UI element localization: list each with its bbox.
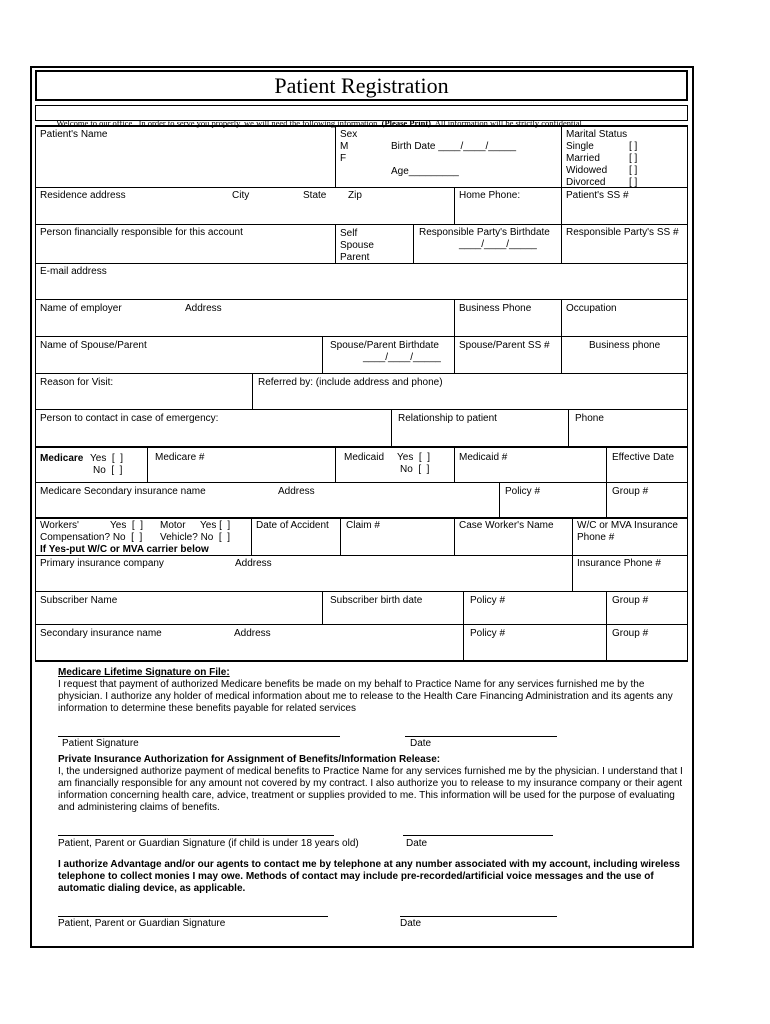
birth-date-field[interactable]: Birth Date ____/____/_____ [391,141,517,152]
divider [463,624,464,660]
divider [35,125,688,127]
divider [35,517,688,519]
medicare-date-label: Date [410,738,432,749]
divider [35,446,688,448]
zip-label: Zip [348,190,362,201]
medicare-secondary-label: Medicare Secondary insurance name [40,486,206,497]
divider [499,482,500,517]
primary-insurance-label: Primary insurance company [40,558,164,569]
checkbox-married[interactable]: [ ] [629,153,638,164]
private-insurance-heading: Private Insurance Authorization for Assignment of Benefits/Information Release: [58,754,441,765]
divider [572,517,573,555]
resp-ss-label: Responsible Party's SS # [566,227,679,238]
divider [561,299,562,336]
marital-divorced: Divorced [566,177,606,188]
case-worker-label: Case Worker's Name [459,520,554,531]
checkbox-divorced[interactable]: [ ] [629,177,638,188]
financially-responsible-label: Person financially responsible for this account [40,227,243,238]
state-label: State [303,190,327,201]
divider [606,591,607,624]
guardian-signature-line[interactable] [58,835,334,836]
welcome-text-1: Welcome to our office. In order to serve you properly, we will need the following information. [56,118,382,128]
parent-option[interactable]: Parent [340,252,370,263]
welcome-banner [35,105,688,128]
insurance-phone-label: Insurance Phone # [577,558,661,569]
claim-label: Claim # [346,520,380,531]
divider [454,336,455,373]
medicare-lifetime-text: I request that payment of authorized Medicare benefits be made on my behalf to Practice Name for any services furnished me by the physician. I authorize any holder of medical information about me to release to the Health Care Financing Administration and its agents any information to determine these benefits payable for related services [58,679,673,714]
reason-label: Reason for Visit: [40,377,114,388]
divider [561,224,562,263]
divider [606,482,607,517]
medicare-yes-checkbox[interactable]: Yes [ ] [90,453,123,464]
divider [454,187,455,224]
employer-label: Name of employer [40,303,122,314]
relationship-label: Relationship to patient [398,413,497,424]
page-title: Patient Registration [274,73,449,98]
email-label: E-mail address [40,266,107,277]
sp-birthdate-label: Spouse/Parent Birthdate [330,340,439,351]
patient-signature-label: Patient Signature [62,738,139,749]
sex-f-option[interactable]: F [340,153,347,164]
secondary-insurance-label: Secondary insurance name [40,628,162,639]
divider [335,125,336,187]
date-of-accident-label: Date of Accident [256,520,329,531]
divider [463,591,464,624]
workers-yes-checkbox[interactable]: Yes [ ] [110,520,143,531]
checkbox-widowed[interactable]: [ ] [629,165,638,176]
contact-signature-line[interactable] [58,916,328,917]
divider [454,446,455,482]
divider [687,125,688,660]
business-phone-label: Business Phone [459,303,532,314]
divider [35,299,688,300]
city-label: City [232,190,250,201]
divider [413,224,414,263]
title-box [35,70,688,101]
divider [568,409,569,446]
motor-yes-checkbox[interactable]: Yes [ ] [200,520,231,531]
sp-business-phone-label: Business phone [589,340,661,351]
divider [35,591,688,592]
welcome-text-2: All information will be strictly confidential. [430,118,584,128]
resp-birthdate-label: Responsible Party's Birthdate [419,227,550,238]
vehicle-no-checkbox[interactable]: Vehicle? No [ ] [160,532,231,543]
medicare-number-label: Medicare # [155,452,205,463]
sp-ss-label: Spouse/Parent SS # [459,340,550,351]
divider [340,517,341,555]
divider [35,482,688,483]
medicaid-number-label: Medicaid # [459,452,508,463]
contact-date-line[interactable] [400,916,557,917]
if-yes-note: If Yes-put W/C or MVA carrier below [40,544,209,555]
marital-status-label: Marital Status [566,129,628,140]
medicare-secondary-address-label: Address [278,486,315,497]
divider [335,224,336,263]
contact-signature-label: Patient, Parent or Guardian Signature [58,918,226,929]
divider [35,409,688,410]
contact-date-label: Date [400,918,422,929]
residence-label: Residence address [40,190,126,201]
subscriber-birth-label: Subscriber birth date [330,595,423,606]
divider [35,125,36,660]
divider [335,446,336,482]
private-insurance-text: I, the undersigned authorize payment of medical benefits to Practice Name for any services furnished me by the physician. I understand that I am financially responsible for any amount not covered by my contract. I also authorize you to release to my insurance company or their agent information concerning health care, advice, treatment or supplies provided to me. This information will be used for the purpose of evaluating and administering claims of benefits. [58,766,683,813]
divider [454,299,455,336]
sex-m-option[interactable]: M [340,141,349,152]
divider [322,336,323,373]
patient-name-label: Patient's Name [40,129,108,140]
guardian-signature-label: Patient, Parent or Guardian Signature (if child is under 18 years old) [58,838,359,849]
workers-label: Workers' [40,520,79,531]
guardian-date-line[interactable] [403,835,553,836]
welcome-text [48,107,584,140]
motor-label: Motor [160,520,186,531]
home-phone-label: Home Phone: [459,190,521,201]
divider [252,373,253,409]
group-label: Group # [612,486,649,497]
divider [561,187,562,224]
secondary-insurance-address-label: Address [234,628,271,639]
divider [606,624,607,660]
divider [35,624,688,625]
spouse-parent-label: Name of Spouse/Parent [40,340,147,351]
divider [35,224,688,225]
self-option[interactable]: Self [340,228,358,239]
wc-mva-phone-label: Phone # [577,532,615,543]
medicaid-no-checkbox[interactable]: No [ ] [400,464,430,475]
emergency-label: Person to contact in case of emergency: [40,413,219,424]
divider [561,336,562,373]
medicare-lifetime-heading: Medicare Lifetime Signature on File: [58,667,230,678]
wc-mva-label: W/C or MVA Insurance [577,520,678,531]
patient-signature-line[interactable] [58,736,340,737]
divider [572,555,573,591]
age-field[interactable]: Age_________ [391,166,459,177]
divider [251,517,252,555]
policy-label: Policy # [505,486,541,497]
medicare-no-checkbox[interactable]: No [ ] [93,465,123,476]
employer-address-label: Address [185,303,222,314]
subscriber-group-label: Group # [612,595,649,606]
divider [147,446,148,482]
divider [35,336,688,337]
patient-ss-label: Patient's SS # [566,190,629,201]
date-signature-line[interactable] [405,736,557,737]
divider [35,660,688,662]
divider [391,409,392,446]
sex-label: Sex [340,129,358,140]
divider [454,517,455,555]
marital-single: Single [566,141,594,152]
divider [322,591,323,624]
medicare-label: Medicare [40,453,84,464]
resp-birthdate-field[interactable]: ____/____/_____ [459,239,537,250]
sp-birthdate-field[interactable]: ____/____/_____ [363,352,441,363]
contact-authorization-text: I authorize Advantage and/or our agents to contact me by telephone at any number associated with my account, including wireless telephone to collect monies I may owe. Methods of contact may include pre-recorded/artificial voice messages and the use of automatic dialing device, as applicable. [58,859,680,894]
divider [561,125,562,187]
guardian-date-label: Date [406,838,428,849]
effective-date-label: Effective Date [612,452,675,463]
compensation-no-checkbox[interactable]: Compensation? No [ ] [40,532,143,543]
emergency-phone-label: Phone [575,413,604,424]
marital-married: Married [566,153,600,164]
secondary-group-label: Group # [612,628,649,639]
primary-insurance-address-label: Address [235,558,272,569]
please-print: (Please Print) [381,118,431,128]
occupation-label: Occupation [566,303,617,314]
divider [35,373,688,374]
subscriber-policy-label: Policy # [470,595,506,606]
secondary-policy-label: Policy # [470,628,506,639]
marital-widowed: Widowed [566,165,608,176]
spouse-option[interactable]: Spouse [340,240,374,251]
subscriber-name-label: Subscriber Name [40,595,118,606]
medicaid-label: Medicaid [344,452,385,463]
medicaid-yes-checkbox[interactable]: Yes [ ] [397,452,430,463]
checkbox-single[interactable]: [ ] [629,141,638,152]
referred-label: Referred by: (include address and phone) [258,377,443,388]
divider [606,446,607,482]
